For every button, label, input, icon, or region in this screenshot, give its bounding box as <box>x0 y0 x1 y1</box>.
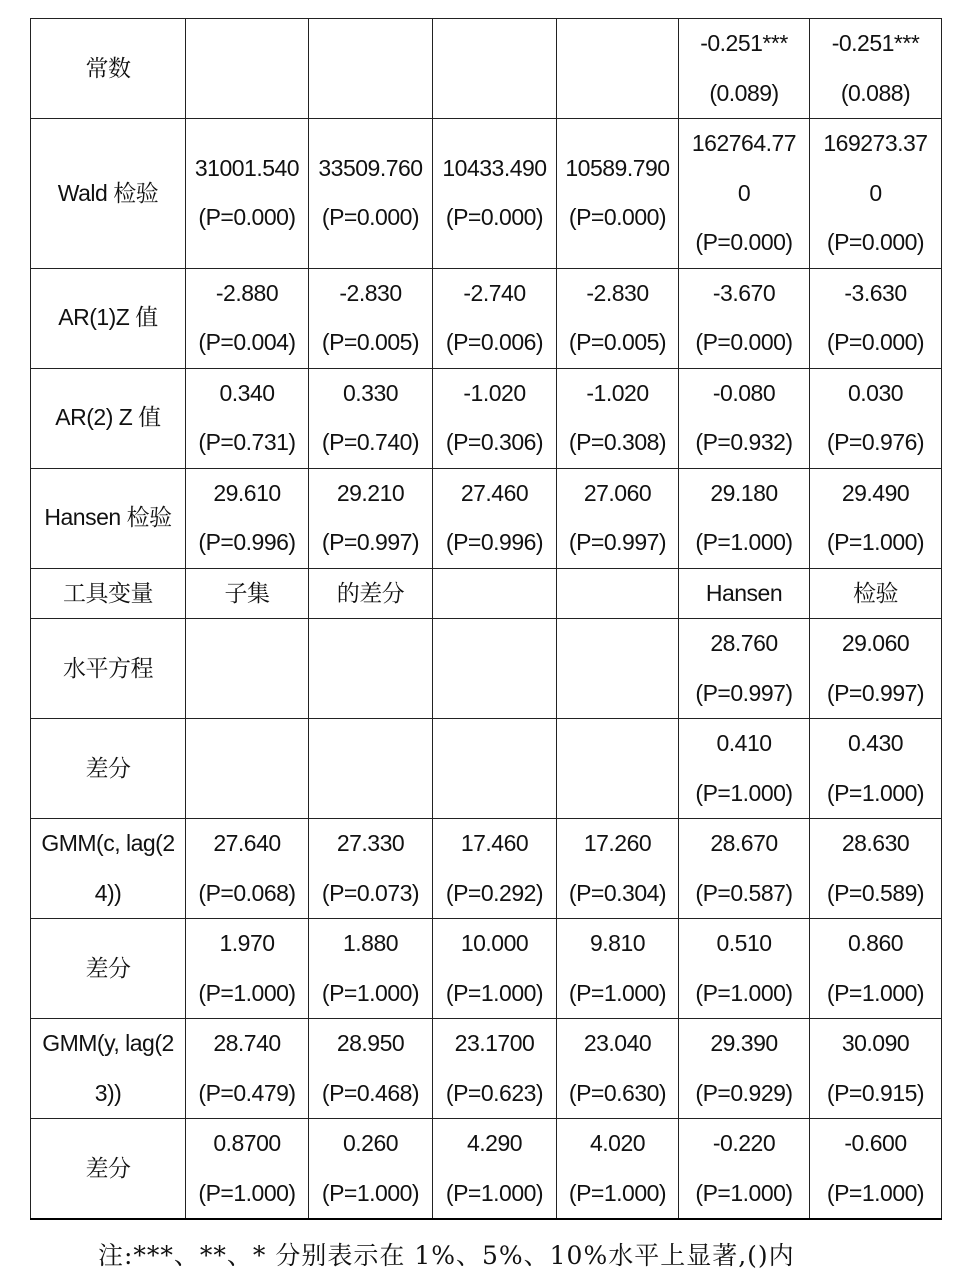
table-cell <box>557 819 679 919</box>
cell-value: (P=1.000) <box>695 1179 793 1206</box>
row-label <box>31 1119 186 1220</box>
table-cell <box>810 1019 942 1119</box>
row-label-text: Hansen 检验 <box>44 504 172 531</box>
table-cell <box>186 119 309 269</box>
cell-value: (P=1.000) <box>198 1179 296 1206</box>
cell-value: (P=0.929) <box>695 1079 793 1106</box>
cell-value: 169273.37 <box>823 130 928 156</box>
cell-value: -2.830 <box>339 279 402 306</box>
table-cell <box>810 268 942 368</box>
table-row <box>31 819 942 919</box>
table-cell <box>557 1119 679 1220</box>
cell-value: (P=0.997) <box>568 529 667 555</box>
cell-value: 17.460 <box>460 830 529 856</box>
table-cell <box>810 1119 942 1220</box>
table-cell <box>810 619 942 719</box>
row-label <box>31 19 186 119</box>
cell-value: 0.410 <box>716 730 772 756</box>
cell-value: (P=0.073) <box>321 879 420 906</box>
table-row <box>31 1019 942 1119</box>
cell-value: 29.610 <box>213 479 281 506</box>
cell-value: (P=0.731) <box>198 429 296 455</box>
table-cell <box>557 568 679 619</box>
cell-value: (P=0.932) <box>695 429 793 455</box>
table-cell <box>557 119 679 269</box>
cell-value: (P=1.000) <box>826 979 925 1006</box>
row-label <box>31 568 186 619</box>
table-cell <box>810 368 942 468</box>
cell-value: -0.251*** <box>700 30 788 56</box>
table-cell <box>810 568 942 619</box>
table-cell <box>186 919 309 1019</box>
cell-value: 0 <box>737 179 751 206</box>
cell-value: -1.020 <box>586 379 649 406</box>
cell-value: -3.630 <box>844 279 907 306</box>
row-label <box>31 819 186 919</box>
cell-value: (P=1.000) <box>321 979 420 1006</box>
table-row <box>31 719 942 819</box>
cell-value: 162764.77 <box>691 130 797 156</box>
table-cell <box>679 1119 810 1220</box>
table-cell <box>679 468 810 568</box>
table-cell <box>309 1119 433 1220</box>
table-cell <box>679 719 810 819</box>
cell-value: 1.880 <box>342 930 399 956</box>
cell-value: -3.670 <box>712 279 776 306</box>
cell-value: 27.060 <box>583 479 652 506</box>
table-cell <box>433 468 557 568</box>
cell-value: 4.290 <box>466 1130 523 1156</box>
table-row <box>31 919 942 1019</box>
cell-value: 27.640 <box>213 830 281 856</box>
cell-value: (P=0.630) <box>568 1079 667 1106</box>
cell-value: (P=0.000) <box>568 204 667 231</box>
cell-value: (P=1.000) <box>568 1179 667 1206</box>
table-cell <box>309 819 433 919</box>
cell-value: (P=1.000) <box>826 529 925 555</box>
cell-value: (0.088) <box>840 79 911 106</box>
cell-value: (P=0.292) <box>445 879 544 906</box>
cell-value: (P=0.304) <box>568 879 667 906</box>
regression-results-table <box>30 18 942 1220</box>
cell-value: (P=0.005) <box>321 329 420 355</box>
cell-value: (P=0.308) <box>568 429 667 455</box>
cell-value: 30.090 <box>841 1030 910 1056</box>
table-cell <box>557 268 679 368</box>
cell-value: (P=0.996) <box>198 529 296 555</box>
row-label-text: 工具变量 <box>63 579 153 606</box>
table-cell <box>810 468 942 568</box>
table-cell <box>433 268 557 368</box>
table-cell <box>557 619 679 719</box>
cell-value: 0.430 <box>847 730 904 756</box>
cell-value: 27.330 <box>336 830 405 856</box>
table-cell <box>309 119 433 269</box>
cell-value: (P=0.006) <box>445 329 544 355</box>
table-cell <box>679 19 810 119</box>
cell-value: -0.220 <box>712 1130 776 1156</box>
table-cell <box>309 1019 433 1119</box>
row-label-line: 4)) <box>94 879 122 906</box>
cell-value: (P=0.740) <box>321 429 420 455</box>
cell-value: (P=0.587) <box>695 879 793 906</box>
cell-value: 0.260 <box>342 1130 399 1156</box>
cell-value: (P=0.623) <box>445 1079 544 1106</box>
cell-value: 0.030 <box>847 379 904 406</box>
row-label-line: 3)) <box>94 1079 122 1106</box>
table-cell <box>433 1119 557 1220</box>
row-label-line: GMM(c, lag(2 <box>41 830 175 856</box>
cell-value: 29.490 <box>841 479 910 506</box>
table-row <box>31 619 942 719</box>
table-cell <box>679 119 810 269</box>
cell-value: -2.830 <box>586 279 649 306</box>
cell-value: 28.670 <box>710 830 778 856</box>
table-cell <box>186 568 309 619</box>
cell-value: 1.970 <box>219 930 275 956</box>
cell-value: 23.040 <box>583 1030 652 1056</box>
cell-value: (P=0.468) <box>321 1079 420 1106</box>
cell-value: (P=0.004) <box>198 329 296 355</box>
cell-value: (P=0.996) <box>445 529 544 555</box>
cell-value: (P=1.000) <box>445 979 544 1006</box>
cell-value: 0 <box>869 179 882 206</box>
row-label <box>31 268 186 368</box>
cell-value: (P=1.000) <box>321 1179 420 1206</box>
cell-value: (P=0.589) <box>826 879 925 906</box>
cell-value: 0.330 <box>342 379 399 406</box>
row-label-text: 差分 <box>85 954 131 981</box>
table-cell <box>557 919 679 1019</box>
cell-value: (P=0.306) <box>445 429 544 455</box>
row-label-line: GMM(y, lag(2 <box>42 1030 174 1056</box>
table-cell <box>309 568 433 619</box>
cell-value: 0.860 <box>847 930 904 956</box>
row-label <box>31 1019 186 1119</box>
row-label <box>31 919 186 1019</box>
row-label <box>31 119 186 269</box>
cell-value: (P=1.000) <box>826 779 925 806</box>
cell-value: 28.740 <box>213 1030 281 1056</box>
row-label-text: Wald 检验 <box>57 179 159 206</box>
cell-value: (P=0.000) <box>321 204 420 231</box>
row-label <box>31 619 186 719</box>
row-label-text: 常数 <box>85 54 131 81</box>
table-cell <box>557 19 679 119</box>
table-row <box>31 568 942 619</box>
cell-value: 27.460 <box>460 479 529 506</box>
table-cell <box>309 719 433 819</box>
table-cell <box>186 368 309 468</box>
cell-value: 29.060 <box>841 630 910 656</box>
table-cell <box>433 819 557 919</box>
table-row <box>31 368 942 468</box>
cell-value: 10.000 <box>460 930 529 956</box>
table-cell <box>433 619 557 719</box>
table-cell <box>186 619 309 719</box>
table-cell <box>557 719 679 819</box>
cell-value: (P=0.000) <box>826 329 925 355</box>
cell-value: 子集 <box>224 579 270 606</box>
cell-value: -2.740 <box>463 279 526 306</box>
row-label <box>31 719 186 819</box>
table-cell <box>810 119 942 269</box>
cell-value: (P=0.000) <box>695 329 793 355</box>
table-cell <box>810 19 942 119</box>
table-cell <box>433 19 557 119</box>
cell-value: 9.810 <box>589 930 646 956</box>
cell-value: (P=1.000) <box>568 979 667 1006</box>
cell-value: (P=1.000) <box>695 979 793 1006</box>
cell-value: (P=1.000) <box>695 529 793 555</box>
cell-value: (P=0.997) <box>695 679 793 706</box>
cell-value: (P=0.976) <box>826 429 925 455</box>
table-cell <box>309 19 433 119</box>
cell-value: -0.080 <box>712 379 776 406</box>
row-label-text: AR(1)Z 值 <box>58 304 158 331</box>
table-cell <box>433 919 557 1019</box>
table-cell <box>433 368 557 468</box>
cell-value: -0.600 <box>844 1130 907 1156</box>
row-label-text: 差分 <box>85 754 131 781</box>
table-cell <box>186 268 309 368</box>
table-cell <box>309 919 433 1019</box>
table-cell <box>810 819 942 919</box>
cell-value: 检验 <box>853 579 898 606</box>
cell-value: 29.390 <box>710 1030 778 1056</box>
cell-value: 0.510 <box>716 930 772 956</box>
table-cell <box>810 719 942 819</box>
cell-value: 23.1700 <box>454 1030 535 1056</box>
table-cell <box>557 368 679 468</box>
cell-value: (P=0.068) <box>198 879 296 906</box>
cell-value: (P=1.000) <box>198 979 296 1006</box>
table-cell <box>186 1019 309 1119</box>
cell-value: (P=1.000) <box>826 1179 925 1206</box>
table-cell <box>679 619 810 719</box>
cell-value: 17.260 <box>583 830 652 856</box>
cell-value: 28.760 <box>710 630 778 656</box>
cell-value: 29.180 <box>710 479 778 506</box>
table-cell <box>309 619 433 719</box>
cell-value: (P=0.005) <box>568 329 667 355</box>
row-label <box>31 368 186 468</box>
cell-value: 10433.490 <box>442 154 547 181</box>
table-cell <box>186 719 309 819</box>
table-cell <box>186 819 309 919</box>
cell-value: 33509.760 <box>318 154 423 181</box>
cell-value: 28.950 <box>336 1030 405 1056</box>
table-cell <box>186 19 309 119</box>
cell-value: -0.251*** <box>831 30 920 56</box>
cell-value: -1.020 <box>463 379 526 406</box>
table-cell <box>557 1019 679 1119</box>
table-cell <box>679 568 810 619</box>
cell-value: 31001.540 <box>194 154 300 181</box>
table-cell <box>557 468 679 568</box>
cell-value: (P=1.000) <box>445 1179 544 1206</box>
cell-value: (P=0.479) <box>198 1079 296 1106</box>
cell-value: (0.089) <box>709 79 779 106</box>
row-label-text: AR(2) Z 值 <box>55 404 161 431</box>
table-footnote: 注:***、**、* 分别表示在 1%、5%、10%水平上显著,()内 <box>98 1241 795 1270</box>
row-label-text: 水平方程 <box>63 654 153 681</box>
cell-value: (P=0.997) <box>321 529 420 555</box>
table-cell <box>433 1019 557 1119</box>
table-row <box>31 19 942 119</box>
table-cell <box>679 819 810 919</box>
cell-value: 0.340 <box>219 379 275 406</box>
cell-value: (P=0.000) <box>695 229 793 255</box>
table-row <box>31 268 942 368</box>
cell-value: 29.210 <box>336 479 405 506</box>
cell-value: (P=0.997) <box>826 679 925 706</box>
table-cell <box>679 919 810 1019</box>
cell-value: (P=0.915) <box>826 1079 925 1106</box>
table-cell <box>810 919 942 1019</box>
cell-value: Hansen <box>705 579 783 606</box>
cell-value: (P=0.000) <box>198 204 296 231</box>
table-cell <box>309 368 433 468</box>
row-label <box>31 468 186 568</box>
table-cell <box>186 468 309 568</box>
cell-value: (P=1.000) <box>695 779 793 806</box>
table-body <box>31 19 942 1220</box>
row-label-text: 差分 <box>85 1154 131 1181</box>
table-cell <box>433 719 557 819</box>
cell-value: 4.020 <box>589 1130 646 1156</box>
cell-value: 10589.790 <box>565 154 670 181</box>
cell-value: 0.8700 <box>213 1130 281 1156</box>
cell-value: -2.880 <box>215 279 279 306</box>
table-cell <box>679 1019 810 1119</box>
cell-value: (P=0.000) <box>445 204 544 231</box>
table-row <box>31 1119 942 1220</box>
table-row <box>31 468 942 568</box>
table-cell <box>679 368 810 468</box>
table-cell <box>679 268 810 368</box>
cell-value: 28.630 <box>841 830 910 856</box>
table-cell <box>309 268 433 368</box>
table-cell <box>309 468 433 568</box>
table-cell <box>433 119 557 269</box>
cell-value: (P=0.000) <box>826 229 925 255</box>
table-cell <box>186 1119 309 1220</box>
table-cell <box>433 568 557 619</box>
table-row <box>31 119 942 269</box>
cell-value: 的差分 <box>336 579 405 606</box>
